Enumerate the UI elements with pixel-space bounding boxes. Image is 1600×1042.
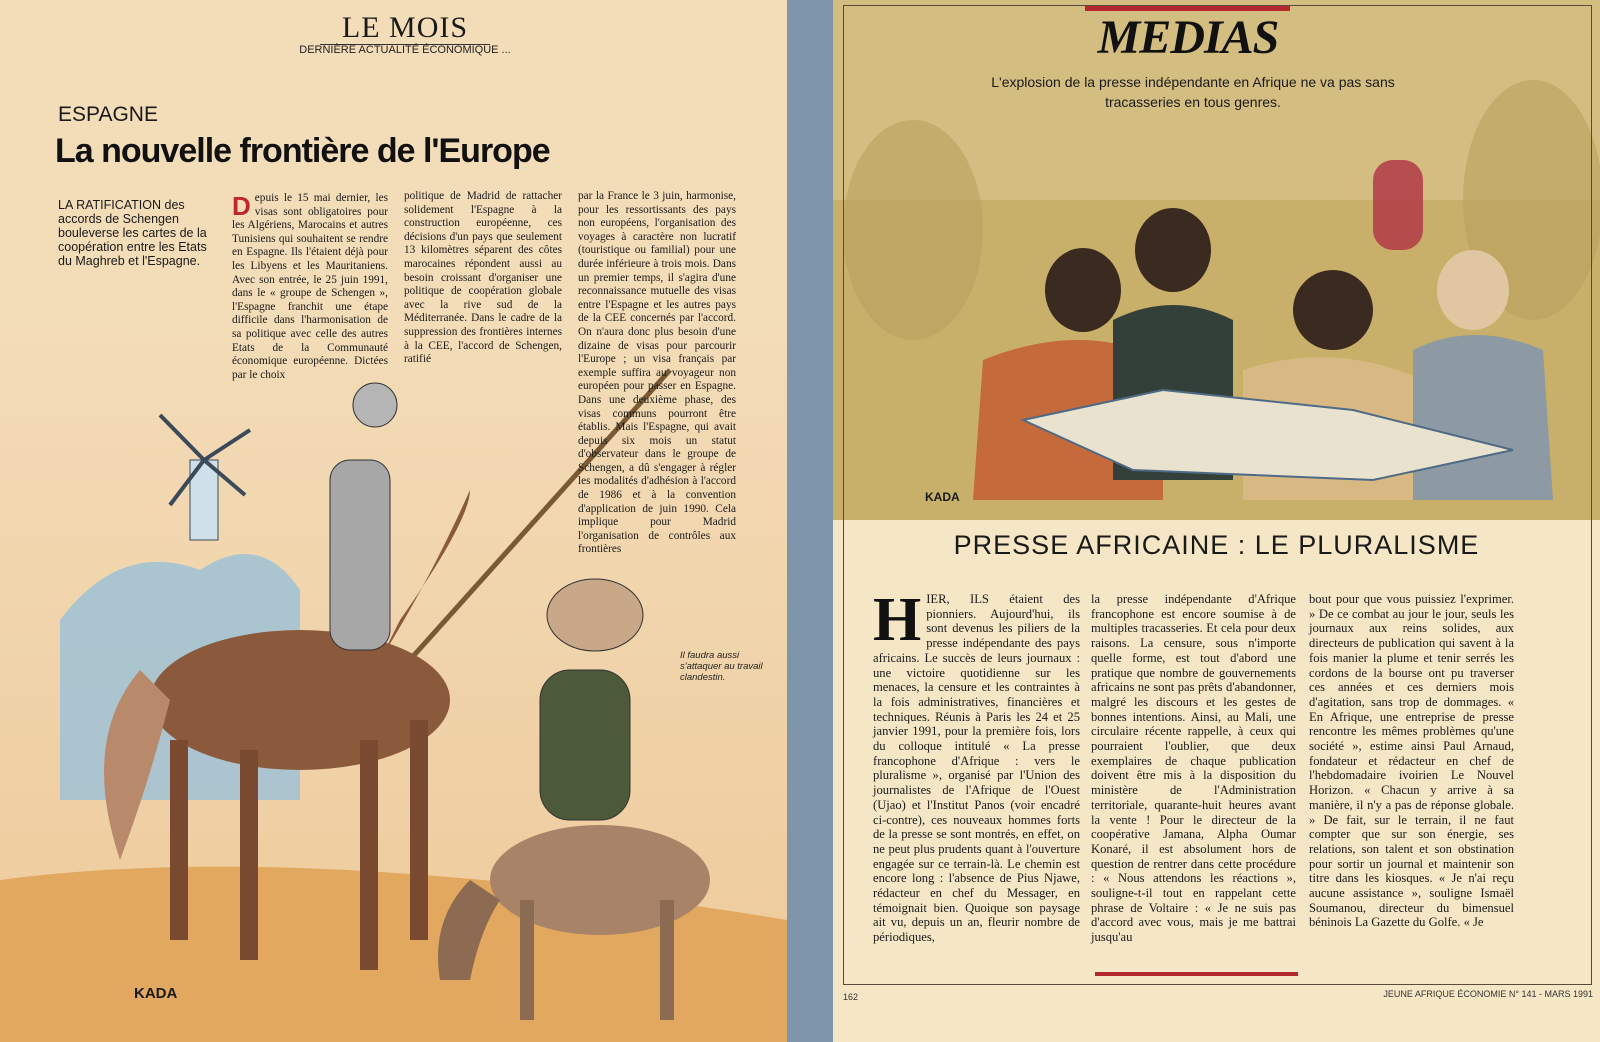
page-number: 162	[843, 992, 859, 1002]
section-title: LE MOIS	[341, 11, 469, 44]
article-column-2: la presse indépendante d'Afrique francophone est encore soumise à de multiples tracasseries. Et cela pour deux raisons. La censure, sous n'importe quelle forme, est tout d'abord une pratique que nombre de gouvernements africains ne sont pas prêts d'abandonner, malgré les discours et les gestes de bonnes intentions. Ainsi, au Mali, une circulaire récente rappelle, à ceux qui pourraient l'oublier, que deux exemplaires de chaque publication doivent être mis à la disposition du ministère de l'Administration territoriale, quarante-huit heures avant la vente ! Pour le directeur de la coopérative Jamana, Alpha Oumar Konaré, il est absolument hors de question de rentrer dans cette procédure : « Nous attendons les réactions », souligne-t-il tout en rappelant cette phrase de Voltaire : « Je ne suis pas d'accord avec vous, mais je me battrai jusqu'au	[1091, 592, 1296, 945]
page-gutter	[787, 0, 833, 1042]
article-deck: L'explosion de la presse indépendante en Afrique ne va pas sans tracasseries en tous genres.	[991, 74, 1395, 110]
section-subtitle: DERNIÈRE ACTUALITÉ ÉCONOMIQUE ...	[299, 44, 511, 56]
article-column-1: HIER, ILS étaient des pionniers. Aujourd'hui, ils sont devenus les piliers de la presse indépendante des pays africains. Le succès de leurs journaux : une victoire quotidienne sur les menaces, la censure et les contraintes à la fois administratives, financières et techniques. Réunis à Paris les 24 et 25 janvier 1991, pour la première fois, lors du colloque intitulé « La presse francophone d'Afrique : vers le pluralisme », organisé par l'Union des journalistes de l'Afrique de l'Ouest (Ujao) et l'Institut Panos (voir encadré ci-contre), ces nouveaux hommes forts de la presse se sont montrés, en effet, on ne peut plus prudents quant à l'ouverture engagée sur ce terrain-là. Le chemin est encore long : l'absence de Pius Njawe, rédacteur en chef du Messager, en témoignait bien. Quoique son paysage ait vu, depuis un an, fleurir nombre de périodiques,	[873, 586, 1080, 945]
artist-signature: KADA	[925, 490, 960, 504]
publication-footer: JEUNE AFRIQUE ÉCONOMIE N° 141 - MARS 1991	[1383, 989, 1593, 999]
article-headline: La nouvelle frontière de l'Europe	[55, 132, 550, 170]
illustration-caption: Il faudra aussi s'attaquer au travail clandestin.	[680, 650, 763, 683]
artist-signature: KADA	[134, 985, 178, 1002]
article-column-3: par la France le 3 juin, harmonise, pour les ressortissants des pays non européens, l'organisation des voyages à caractère non lucratif (touristique ou familial) pour une durée inférieure à trois mois. Dans un premier temps, il s'agira d'une reconnaissance mutuelle des visas entre l'Espagne et les autres pays de la CEE concernés par l'accord. On n'aura donc plus besoin d'une dizaine de visas pour parcourir l'Europe ; un visa français par exemple suffira au voyageur non européen pour passer en Espagne. Dans une deuxième phase, des visas communs pourront être établis. Mais l'Espagne, qui avait depuis six mois un statut d'observateur dans le groupe de Schengen, a dû s'engager à régler les modalités d'adhésion à l'accord de 1986 et à la convention d'application de juin 1990. Cela implique pour Madrid l'organisation de contrôles aux frontières	[578, 190, 736, 556]
right-page	[833, 0, 1600, 1042]
article-title: PRESSE AFRICAINE : LE PLURALISME	[953, 530, 1480, 560]
article-kicker: ESPAGNE	[58, 103, 158, 126]
left-page	[0, 0, 787, 1042]
article-column-2: politique de Madrid de rattacher solidement l'Espagne à la construction européenne, ces décisions d'un pays que seulement 13 kilomètres séparent des côtes marocaines répondent aussi au besoin croissant d'organiser une politique de coopération globale avec la rive sud de la Méditerranée. Dans le cadre de la suppression des frontières internes à la CEE, l'accord de Schengen, ratifié	[404, 190, 562, 366]
article-dropcap: D	[232, 191, 251, 221]
article-lede: LA RATIFICATION des accords de Schengen bouleverse les cartes de la coopération entre les Etats du Maghreb et l'Espagne.	[58, 198, 207, 268]
article-column-1: Depuis le 15 mai dernier, les visas sont obligatoires pour les Algériens, Marocains et autres Tunisiens qui souhaitent se rendre en Espagne. Ils l'étaient déjà pour les Libyens et les Mauritaniens. Avec son entrée, le 25 juin 1991, dans le « groupe de Schengen », l'Espagne franchit une étape difficile dans l'harmonisation de sa politique avec celle des autres Etats de la Communauté économique européenne. Dictées par le choix	[232, 191, 388, 381]
article-dropcap: H	[873, 586, 922, 654]
bottom-accent-bar	[1095, 972, 1298, 976]
article-column-3: bout pour que vous puissiez l'exprimer. » De ce combat au jour le jour, seuls les journaux aux reins solides, aux directeurs de publication qui savent à la fois manier la plume et tenir serrés les cordons de la bourse ont pu traverser ces années et ces derniers mois d'agitation, sans trop de dommages. « En Afrique, une entreprise de presse rencontre les mêmes problèmes qu'une société », estime ainsi Paul Arnaud, fondateur et rédacteur en chef de l'hebdomadaire ivoirien Le Nouvel Horizon. « Chacun y arrive à sa manière, il n'y a pas de réponse globale. » De fait, sur le terrain, il ne faut compter que sur son énergie, ses relations, son talent et son obstination pour sortir un journal et maintenir son titre dans les kiosques. « Je n'ai reçu aucune assistance », souligne Ismaël Soumanou, directeur du bimensuel béninois La Gazette du Golfe. « Je	[1309, 592, 1514, 930]
section-title: MEDIAS	[1097, 11, 1279, 64]
